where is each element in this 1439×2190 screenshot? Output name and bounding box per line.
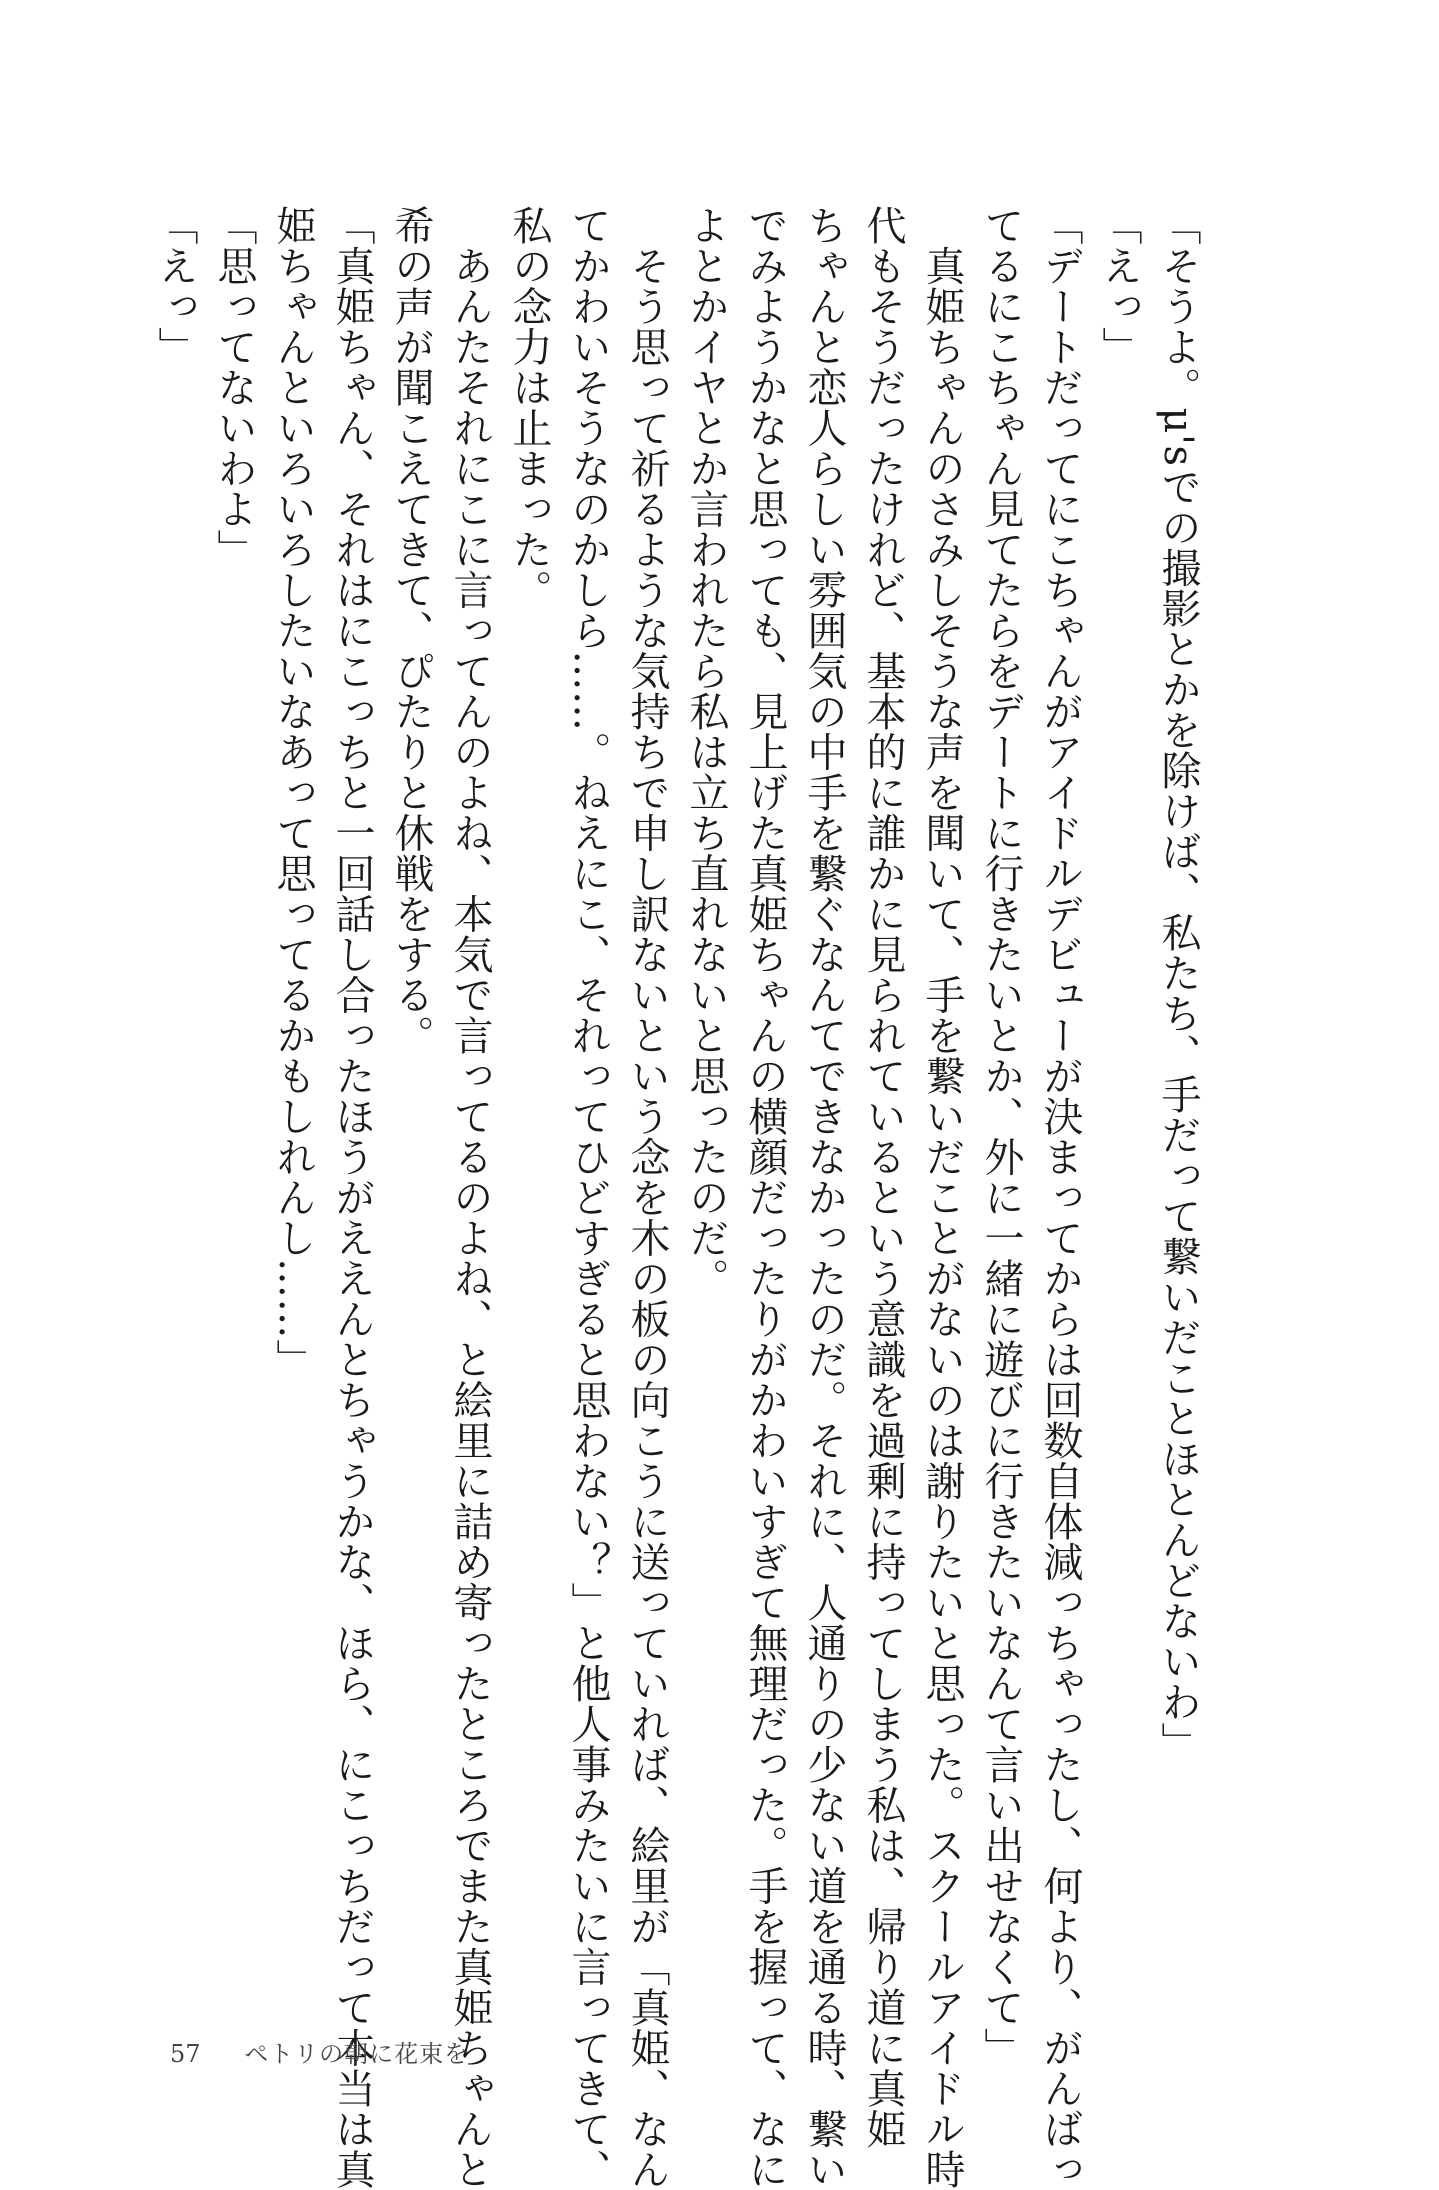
text-line: 代もそうだったけれど、基本的に誰かに見られているという意識を過剰に持ってしまう私は、帰り道に真姫	[860, 205, 906, 2149]
text-line: 「思ってないわよ」	[211, 205, 257, 570]
text-line: そう思って祈るような気持ちで申し訳ないという念を木の板の向こうに送っていれば、絵里が「真姫、なん	[624, 205, 670, 2190]
text-line: 真姫ちゃんのさみしそうな声を聞いて、手を繋いだことがないのは謝りたいと思った。スクールアイドル時	[919, 205, 965, 2190]
text-line: 「えっ」	[152, 205, 198, 367]
text-line: 希の声が聞こえてきて、ぴたりと休戦をする。	[388, 205, 434, 1056]
text-line: 「デートだってにこちゃんがアイドルデビューが決まってからは回数自体減っちゃったし、何より、がんばっ	[1037, 205, 1083, 2190]
text-line: 私の念力は止まった。	[506, 205, 552, 610]
text-line: でみようかなと思っても、見上げた真姫ちゃんの横顔だったりがかわいすぎて無理だった。手を握って、なに	[742, 205, 788, 2190]
text-line: あんたそれにこに言ってんのよね、本気で言ってるのよね、と絵里に詰め寄ったところでまた真姫ちゃんと	[447, 205, 493, 2190]
text-line: 「えっ」	[1096, 205, 1142, 367]
text-line: ちゃんと恋人らしい雰囲気の中手を繋ぐなんてできなかったのだ。それに、人通りの少ない道を通る時、繋い	[801, 205, 847, 2190]
text-line: 姫ちゃんといろいろしたいなあって思ってるかもしれんし……」	[270, 205, 316, 1380]
page-footer	[170, 2034, 469, 2069]
page-number: 57	[170, 2040, 201, 2068]
text-line: てるにこちゃん見てたらをデートに行きたいとか、外に一緒に遊びに行きたいなんて言い出せなくて」	[978, 205, 1024, 2068]
text-line: 「そうよ。μ'sでの撮影とかを除けば、私たち、手だって繋いだことほとんどないわ」	[1155, 205, 1201, 1763]
running-title: ペトリの朝に花束を	[244, 2040, 470, 2068]
text-line: 「真姫ちゃん、それはにこっちと一回話し合ったほうがええんとちゃうかな、ほら、にこっちだって本当は真	[329, 205, 375, 2190]
text-line: てかわいそうなのかしら……。ねえにこ、それってひどすぎると思わない？」と他人事みたいに言ってきて、	[565, 205, 611, 2190]
text-line: よとかイヤとか言われたら私は立ち直れないと思ったのだ。	[683, 205, 729, 1299]
